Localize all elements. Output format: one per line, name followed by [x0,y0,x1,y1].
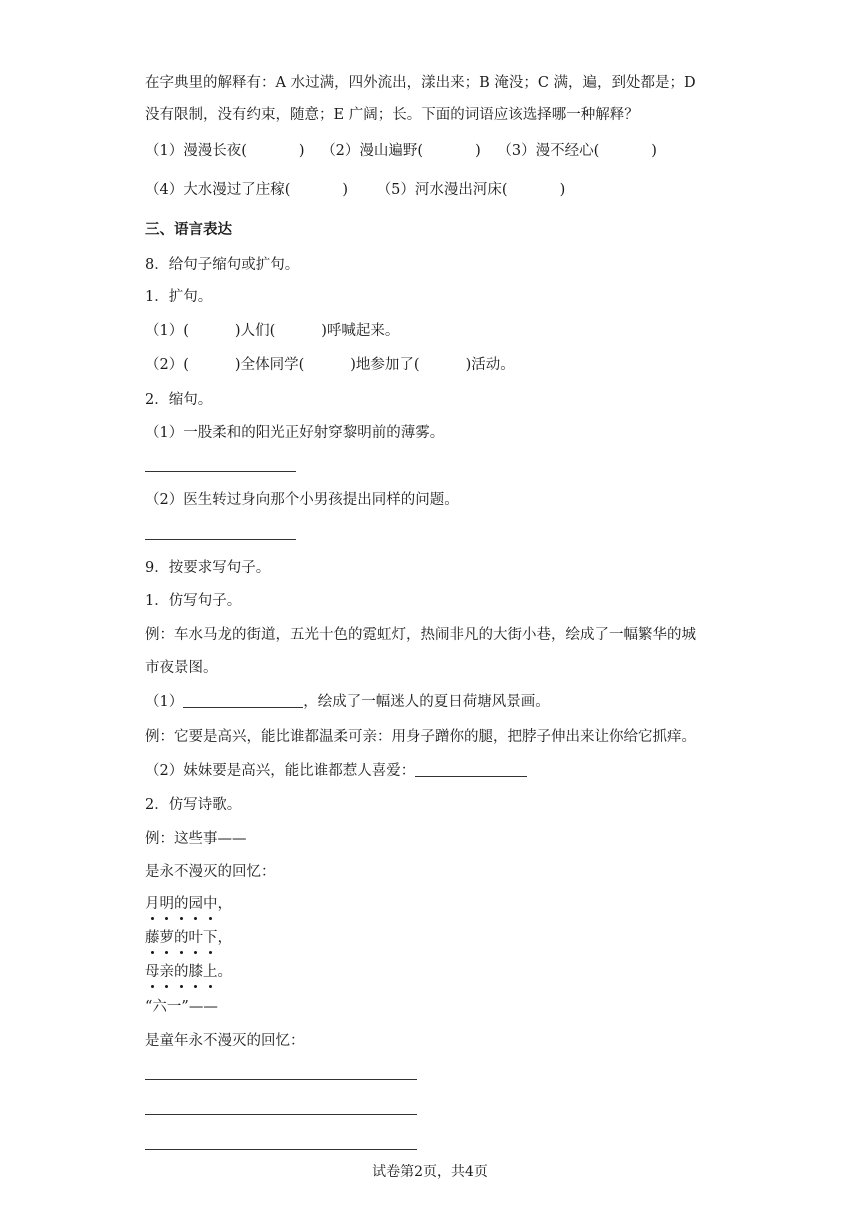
item-number: （1） [145,143,184,159]
page-footer: 试卷第2页，共4页 [372,1164,488,1180]
shrink-item-1: （1）一股柔和的阳光正好射穿黎明前的薄雾。 [145,425,445,441]
dotted-char: 的 [174,930,189,946]
poem-example-line-dotted: 月明的园中， [145,896,232,912]
item-number: （5） [376,182,415,198]
dotted-char: 明 [159,896,174,912]
choice-row-2: （4）大水漫过了庄稼( ) （5）河水漫出河床( ) [145,182,566,198]
poem-example-line-dotted: 母亲的膝上。 [145,964,232,980]
emphasis-dotted-text [145,964,218,980]
item-text: 漫不经心( [535,143,600,159]
imitate-item-2: （2）妹妹要是高兴，能比谁都惹人喜爱： [145,761,527,781]
example-1-line-2: 市夜景图。 [145,660,218,676]
question-8-title: 8．给句子缩句或扩句。 [145,257,300,273]
dotted-char: 下 [203,930,218,946]
emphasis-dotted-text [145,930,218,946]
dotted-char: 膝 [188,964,203,980]
item-number: （2） [321,143,360,159]
dotted-char: 的 [174,896,189,912]
emphasis-dotted-text [145,896,218,912]
poem-example-line: 是永不漫灭的回忆： [145,864,276,880]
choice-row-1: （1）漫漫长夜( ) （2）漫山遍野( ) （3）漫不经心( ) [145,143,657,159]
definitions-line-2: 没有限制，没有约束，随意；E 广阔；长。下面的词语应该选择哪一种解释？ [145,107,639,123]
item-number: （3） [497,143,536,159]
item-text: 漫漫长夜( [183,143,247,159]
answer-line[interactable] [415,762,527,777]
dotted-char: 亲 [159,964,174,980]
dotted-char: 月 [145,896,160,912]
answer-line[interactable] [145,471,296,472]
poem-task-line: 是童年永不漫灭的回忆： [145,1033,305,1049]
poem-example-line-dotted: 藤萝的叶下， [145,930,232,946]
example-1-line-1: 例：车水马龙的街道，五光十色的霓虹灯，热闹非凡的大街小巷，绘成了一幅繁华的城 [145,627,696,643]
expand-item-1: （1）( )人们( )呼喊起来。 [145,323,400,339]
answer-line[interactable] [145,539,296,540]
poem-task-head: “六一”—— [145,999,218,1015]
expand-item-2: （2）( )全体同学( )地参加了( )活动。 [145,357,515,373]
answer-line[interactable] [183,693,303,708]
poem-answer-line[interactable] [145,1149,417,1150]
dotted-char: 母 [145,964,160,980]
imitate-heading: 1．仿写句子。 [145,593,242,609]
dotted-char: 叶 [188,930,203,946]
example-2: 例：它要是高兴，能比谁都温柔可亲：用身子蹭你的腿，把脖子伸出来让你给它抓痒。 [145,729,696,745]
dotted-char: 藤 [145,930,160,946]
imitate-item-1: （1） ，绘成了一幅迷人的夏日荷塘风景画。 [145,694,550,710]
dotted-char: 上 [203,964,218,980]
item-text: 漫山遍野( [359,143,424,159]
definitions-line-1: 在字典里的解释有：A 水过满，四外流出，漾出来；B 淹没；C 满，遍，到处都是；D [145,75,696,91]
shrink-item-2: （2）医生转过身向那个小男孩提出同样的问题。 [145,492,459,508]
question-9-title: 9．按要求写句子。 [145,560,271,576]
item-text: 大水漫过了庄稼( [183,182,291,198]
poem-example-head: 例：这些事—— [145,831,247,847]
poem-heading: 2．仿写诗歌。 [145,797,242,813]
dotted-char: 园 [188,896,203,912]
shrink-heading: 2．缩句。 [145,392,213,408]
item-number: （4） [145,182,184,198]
section-title: 三、语言表达 [145,222,232,238]
item-text: 河水漫出河床( [414,182,508,198]
poem-answer-line[interactable] [145,1079,417,1080]
dotted-char: 中 [203,896,218,912]
dotted-char: 的 [174,964,189,980]
poem-answer-line[interactable] [145,1114,417,1115]
dotted-char: 萝 [159,930,174,946]
expand-heading: 1．扩句。 [145,289,213,305]
